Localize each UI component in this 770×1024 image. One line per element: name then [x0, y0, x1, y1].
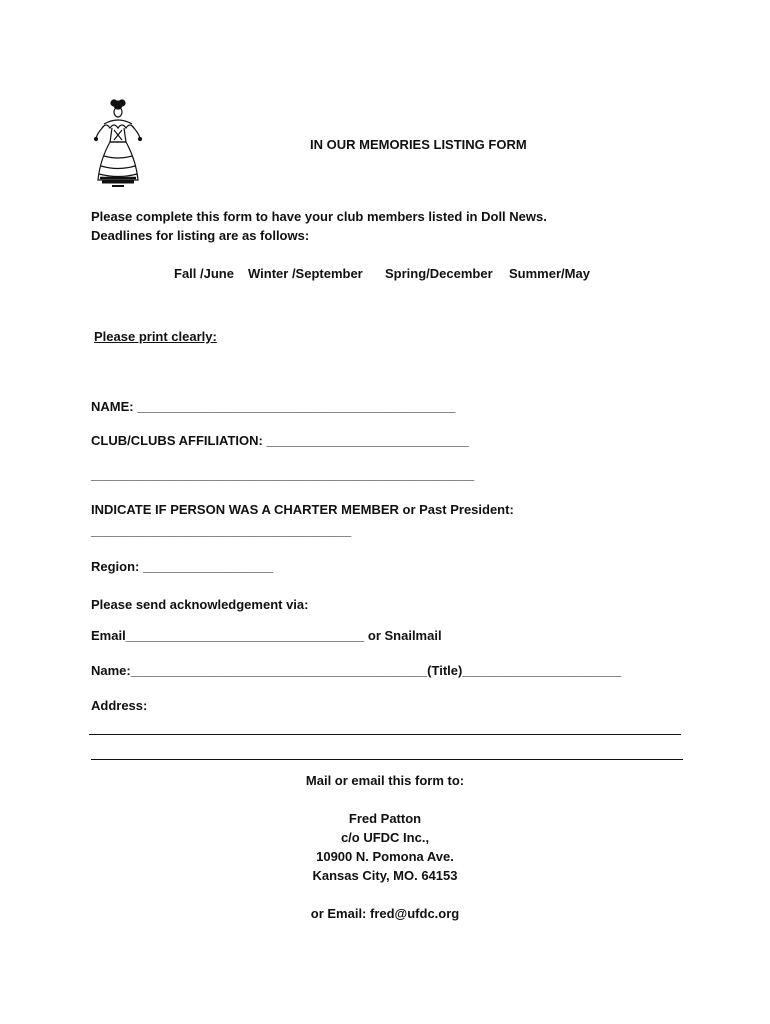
mailing-heading: Mail or email this form to:: [305, 773, 465, 788]
ack-name-title-field[interactable]: Name:_________________________________________(Title)______________________: [91, 663, 622, 678]
mailing-email: or Email: fred@ufdc.org: [310, 906, 460, 921]
club-affiliation-extra-line[interactable]: _____________________________________________________: [91, 467, 475, 482]
name-field[interactable]: NAME: ____________________________________________: [91, 399, 456, 414]
mailing-co: c/o UFDC Inc.,: [340, 830, 430, 845]
charter-member-label: INDICATE IF PERSON WAS A CHARTER MEMBER or Past President:: [91, 502, 514, 517]
acknowledgement-label: Please send acknowledgement via:: [91, 597, 309, 612]
intro-line-2: Deadlines for listing are as follows:: [91, 228, 310, 243]
mailing-name: Fred Patton: [348, 811, 422, 826]
print-note: Please print clearly:: [94, 329, 217, 344]
address-label: Address:: [91, 698, 148, 713]
form-title: IN OUR MEMORIES LISTING FORM: [310, 137, 527, 152]
doll-figure-icon: [92, 98, 144, 192]
mailing-street: 10900 N. Pomona Ave.: [316, 849, 454, 864]
club-affiliation-field[interactable]: CLUB/CLUBS AFFILIATION: ____________________________: [91, 433, 469, 448]
intro-line-1: Please complete this form to have your club members listed in Doll News.: [91, 209, 547, 224]
deadline-summer: Summer/May: [509, 266, 590, 281]
deadline-winter: Winter /September: [248, 266, 363, 281]
deadline-spring: Spring/December: [385, 266, 493, 281]
mailing-city: Kansas City, MO. 64153: [312, 868, 458, 883]
address-line-1[interactable]: [89, 734, 681, 735]
deadline-fall: Fall /June: [174, 266, 234, 281]
email-field[interactable]: Email_________________________________ or Snailmail: [91, 628, 442, 643]
region-field[interactable]: Region: __________________: [91, 559, 274, 574]
address-line-2[interactable]: [91, 759, 683, 760]
charter-member-line[interactable]: ____________________________________: [91, 523, 352, 538]
